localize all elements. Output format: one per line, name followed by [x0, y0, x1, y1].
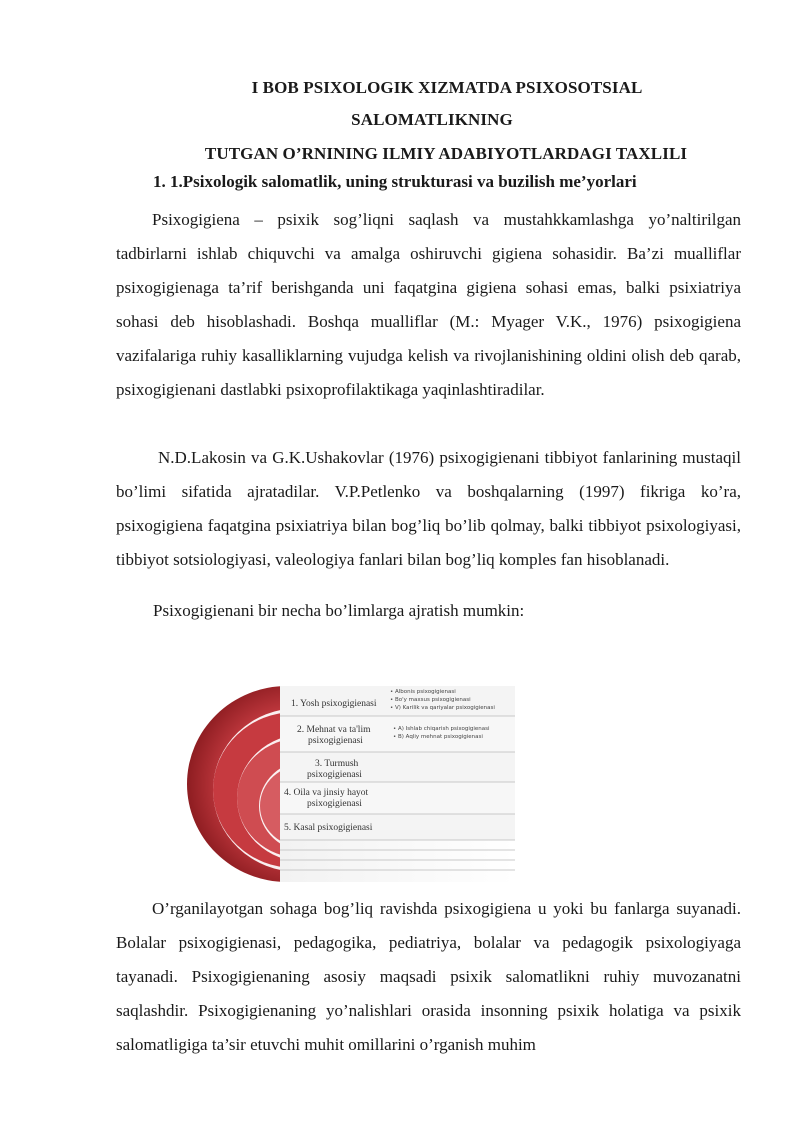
paragraph-2: N.D.Lakosin va G.K.Ushakovlar (1976) psixogigienani tibbiyot fanlarining mustaqil bo’limi sifatida ajratadilar. V.P.Petlenko va boshqalarning (1997) fikriga ko’ra, psixogigiena faqatgina psixiatriya bilan bog’liq bo’lib qolmay, balki tibbiyot psixologiyasi, tibbiyot sotsiologiyasi, valeologiya fanlari bilan bog’liq komples fan hisoblanadi. — [116, 448, 741, 569]
level-1-note-b: • Bo'y maxsus psixogigienasi — [390, 697, 471, 703]
chapter-title-line-3: TUTGAN O’RNINING ILMIY ADABIYOTLARDAGI TAXLILI — [204, 144, 688, 163]
level-1-note-c: • V) Karilik va qariyalar psixogigienasi — [390, 705, 495, 711]
level-4-label: 4. Oila va jinsiy hayot psixogigienasi — [284, 788, 369, 809]
level-2-label: 2. Mehnat va ta'lim psixogigienasi — [297, 725, 371, 746]
level-1-label: 1. Yosh psixogigienasi — [291, 699, 377, 709]
level-2-note-b: • B) Aqliy mehnat psixogigienasi — [393, 734, 483, 740]
nested-rings-figure — [187, 684, 517, 884]
paragraph-4: O’rganilayotgan sohaga bog’liq ravishda psixogigiena u yoki bu fanlarga suyanadi. Bolalar psixogigienasi, pedagogika, pediatriya, bolalar va pedagogik psixologiyaga tayanadi. Psixogigienaning asosiy maqsadi psixik salomatlikni ruhiy muvozanatni saqlashdir. Psixogigienaning yo’nalishlari orasida insonning psixik holatiga va psixik salomatligiga ta’sir etuvchi muhit omillarini o’rganish muhim — [116, 899, 741, 1054]
psychohygiene-sections-diagram — [187, 684, 517, 884]
chapter-title-line-1: I BOB PSIXOLOGIK XIZMATDA PSIXOSOTSIAL — [251, 78, 643, 97]
level-1-note-a: • Albonis psixogigienasi — [390, 689, 456, 695]
level-3-label: 3. Turmush psixogigienasi — [307, 759, 362, 780]
level-5-label: 5. Kasal psixogigienasi — [284, 823, 373, 833]
section-title: 1. 1.Psixologik salomatlik, uning strukturasi va buzilish me’yorlari — [153, 172, 637, 191]
level-2-note-a: • A) Ishlab chiqarish psixogigienasi — [393, 726, 490, 732]
chapter-title-line-2: SALOMATLIKNING — [351, 110, 513, 129]
paragraph-1: Psixogigiena – psixik sog’liqni saqlash va mustahkkamlashga yo’naltirilgan tadbirlarni ishlab chiquvchi va amalga oshiruvchi gigiena sohasidir. Ba’zi mualliflar psixogigienaga ta’rif berishganda uni faqatgina gigiena sohasi emas, balki psixiatriya sohasi deb hisoblashadi. Boshqa mualliflar (M.: Myager V.K., 1976) psixogigiena vazifalariga ruhiy kasalliklarning vujudga kelish va rivojlanishining oldini olish deb qarab, psixogigienani dastlabki psixoprofilaktikaga yaqinlashtiradilar. — [116, 210, 741, 399]
paragraph-3: Psixogigienani bir necha bo’limlarga ajratish mumkin: — [153, 601, 525, 620]
